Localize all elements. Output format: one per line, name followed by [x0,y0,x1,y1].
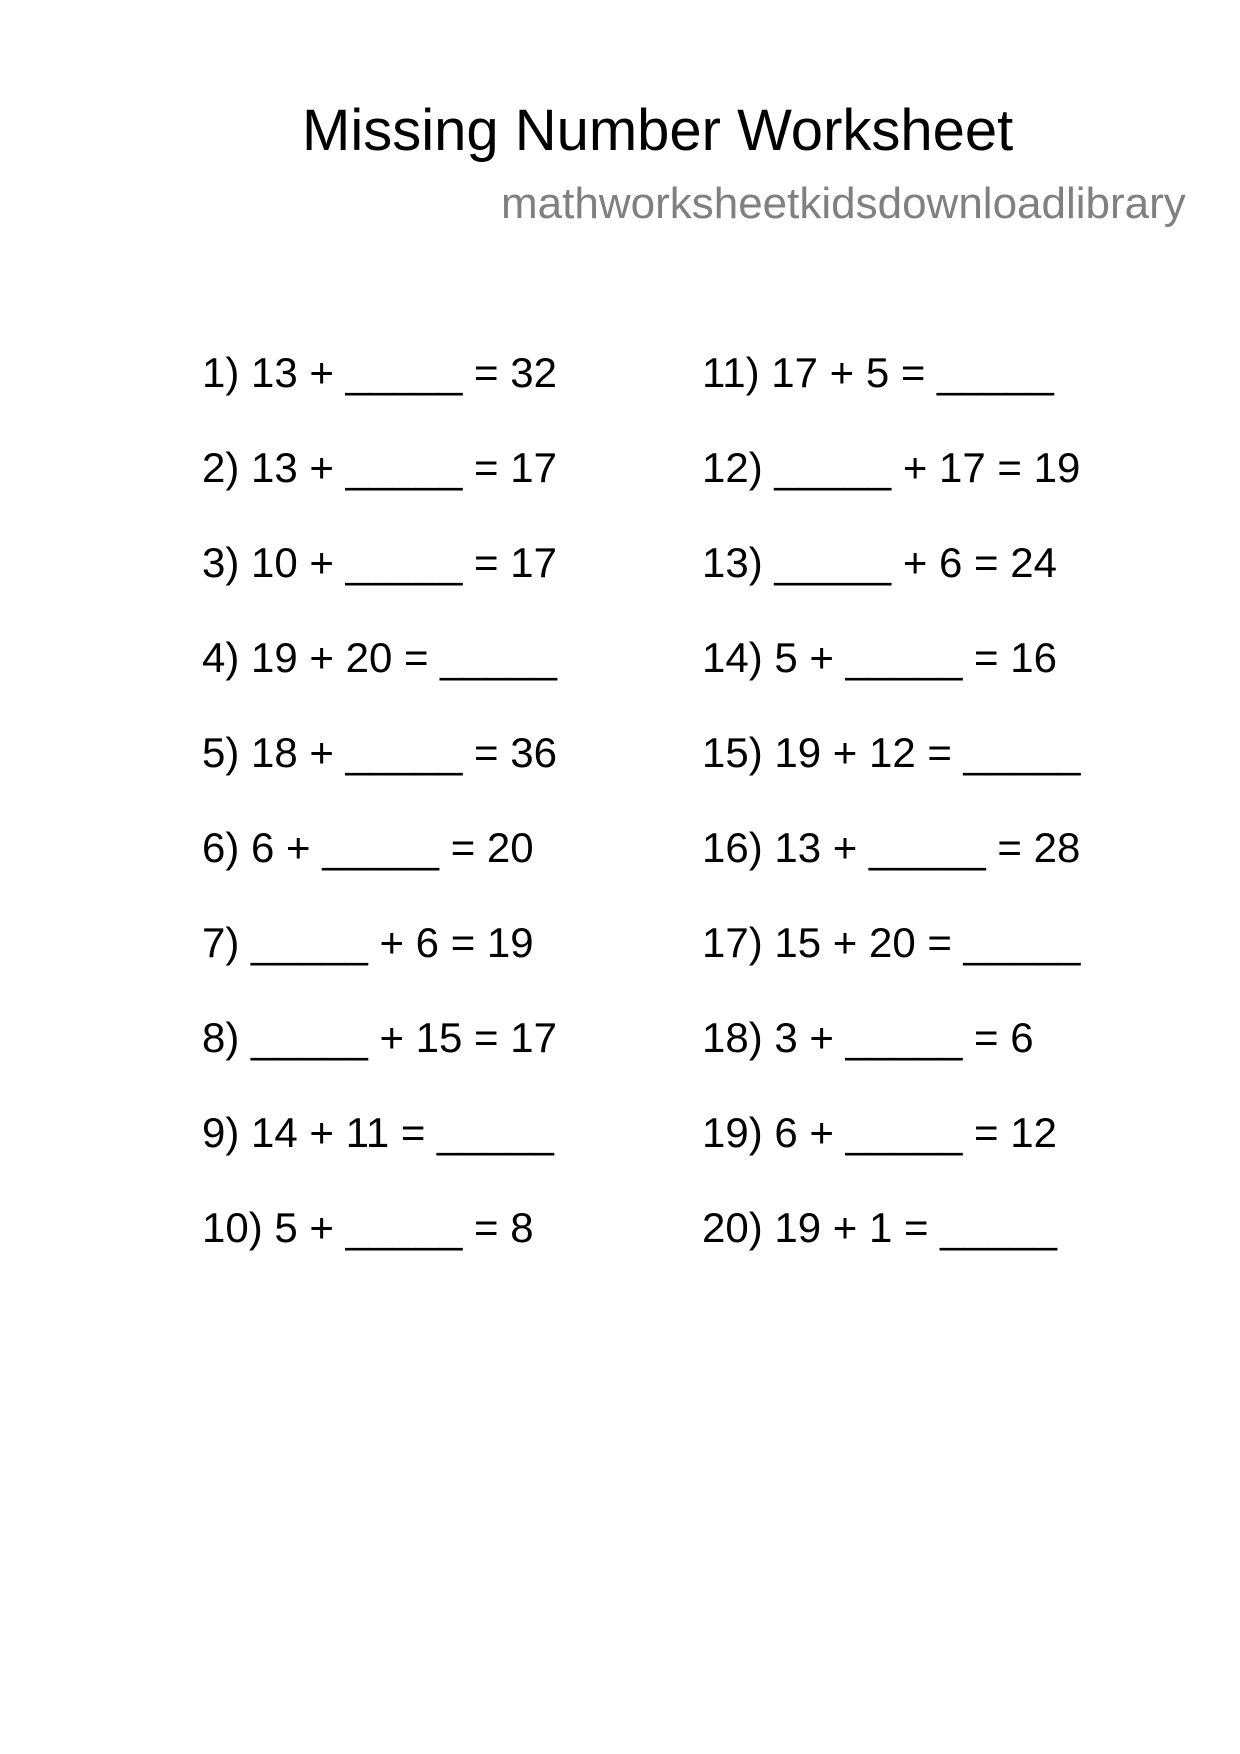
problem-17: 17) 15 + 20 = _____ [702,919,1081,966]
problem-13: 13) _____ + 6 = 24 [702,539,1057,586]
problem-7: 7) _____ + 6 = 19 [202,919,534,966]
problem-11: 11) 17 + 5 = _____ [702,349,1054,396]
problem-9: 9) 14 + 11 = _____ [202,1109,554,1156]
worksheet-source-subtitle: mathworksheetkidsdownloadlibrary [501,179,1186,228]
problem-4: 4) 19 + 20 = _____ [202,634,557,681]
worksheet-title: Missing Number Worksheet [302,98,1014,163]
problem-8: 8) _____ + 15 = 17 [202,1014,557,1061]
problem-16: 16) 13 + _____ = 28 [702,824,1081,871]
problem-1: 1) 13 + _____ = 32 [202,349,557,396]
problem-10: 10) 5 + _____ = 8 [202,1204,534,1251]
problem-3: 3) 10 + _____ = 17 [202,539,557,586]
problem-18: 18) 3 + _____ = 6 [702,1014,1034,1061]
problem-2: 2) 13 + _____ = 17 [202,444,557,491]
problem-5: 5) 18 + _____ = 36 [202,729,557,776]
problem-19: 19) 6 + _____ = 12 [702,1109,1057,1156]
problem-14: 14) 5 + _____ = 16 [702,634,1057,681]
problem-12: 12) _____ + 17 = 19 [702,444,1081,491]
problem-15: 15) 19 + 12 = _____ [702,729,1081,776]
problem-6: 6) 6 + _____ = 20 [202,824,534,871]
problem-20: 20) 19 + 1 = _____ [702,1204,1057,1251]
